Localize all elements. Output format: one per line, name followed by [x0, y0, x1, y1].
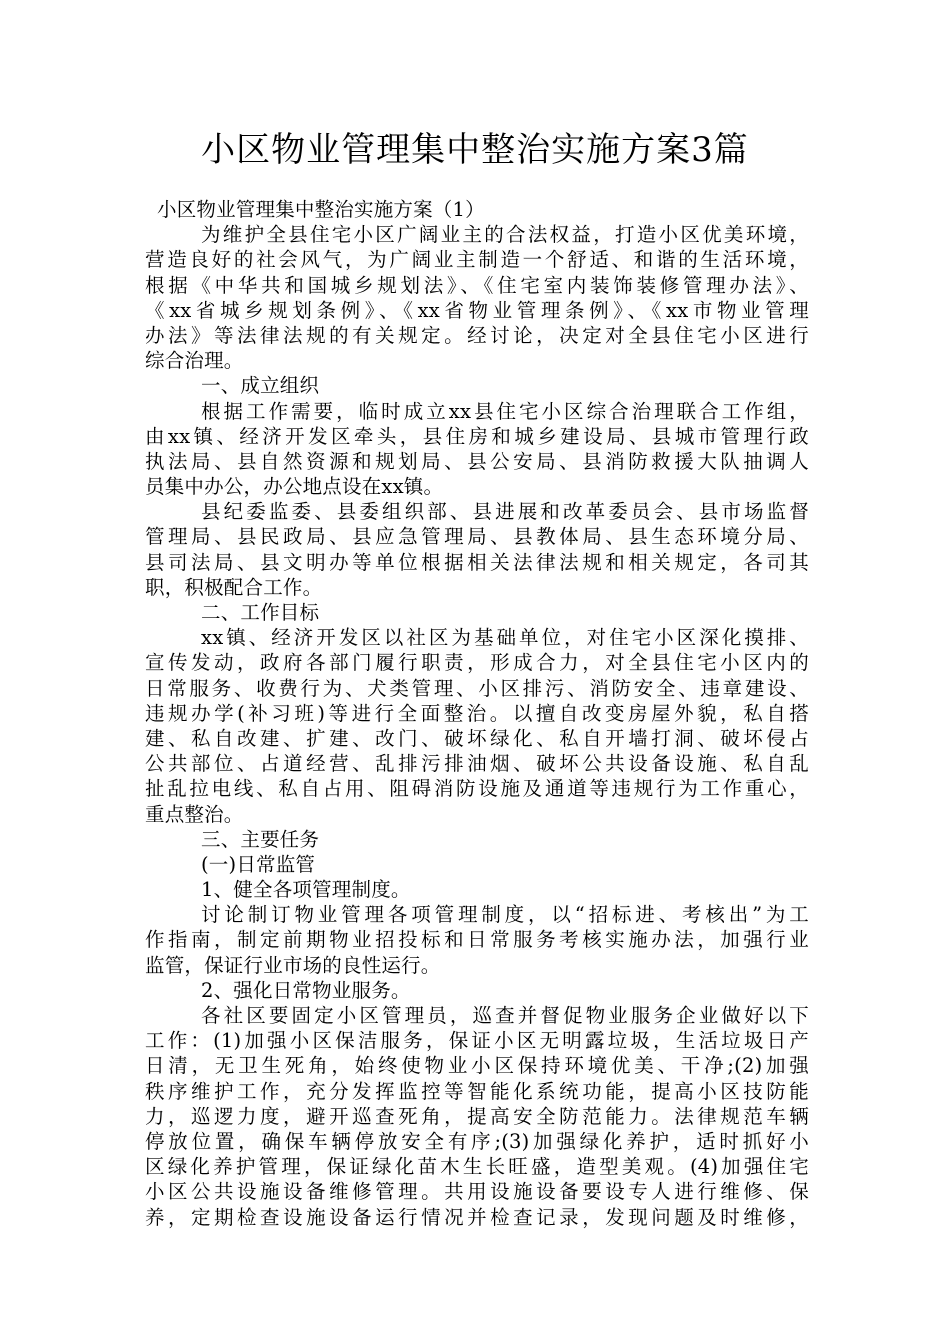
text-line: 重点整治。	[145, 802, 244, 826]
text-line: 营造良好的社会风气，为广阔业主制造一个舒适、和谐的生活环境，	[145, 248, 809, 272]
text-line: 公共部位、占道经营、乱排污排油烟、破坏公共设备设施、私自乱	[145, 752, 809, 776]
text-line: 职，积极配合工作。	[145, 575, 323, 599]
text-line: 讨论制订物业管理各项管理制度，以“招标进、考核出”为工	[201, 903, 809, 927]
text-line: 日常服务、收费行为、犬类管理、小区排污、消防安全、违章建设、	[145, 676, 809, 700]
text-line: 扯乱拉电线、私自占用、阻碍消防设施及通道等违规行为工作重心，	[145, 777, 809, 801]
text-line: 根据《中华共和国城乡规划法》、《住宅室内装饰装修管理办法》、	[145, 273, 809, 297]
text-line: 监管，保证行业市场的良性运行。	[145, 953, 441, 977]
text-line: 管理局、县民政局、县应急管理局、县教体局、县生态环境分局、	[145, 525, 809, 549]
text-line: 由xx镇、经济开发区牵头，县住房和城乡建设局、县城市管理行政	[145, 424, 809, 448]
text-line: 宣传发动，政府各部门履行职责，形成合力，对全县住宅小区内的	[145, 651, 809, 675]
text-line: 二、工作目标	[201, 601, 320, 624]
text-line: 作指南，制定前期物业招投标和日常服务考核实施办法，加强行业	[145, 928, 809, 952]
text-line: 违规办学(补习班)等进行全面整治。以擅自改变房屋外貌，私自搭	[145, 701, 809, 725]
text-line: 三、主要任务	[201, 827, 320, 851]
text-line: 《xx省城乡规划条例》、《xx省物业管理条例》、《xx市物业管理	[145, 298, 809, 322]
text-line: 2、强化日常物业服务。	[201, 978, 411, 1002]
text-line: 综合治理。	[145, 349, 244, 373]
document-title: 小区物业管理集中整治实施方案3篇	[201, 130, 749, 170]
text-line: 区绿化养护管理，保证绿化苗木生长旺盛，造型美观。(4)加强住宅	[145, 1155, 809, 1179]
text-line: 县司法局、县文明办等单位根据相关法律法规和相关规定，各司其	[145, 550, 809, 574]
text-line: 办法》等法律法规的有关规定。经讨论，决定对全县住宅小区进行	[145, 323, 809, 347]
text-line: 停放位置，确保车辆停放安全有序;(3)加强绿化养护，适时抓好小	[145, 1129, 809, 1153]
text-line: 建、私自改建、扩建、改门、破坏绿化、私自开墙打洞、破坏侵占	[145, 726, 809, 750]
text-line: 1、健全各项管理制度。	[201, 878, 411, 902]
text-line: 一、成立组织	[201, 374, 320, 398]
text-line: 力，巡逻力度，避开巡查死角，提高安全防范能力。法律规范车辆	[145, 1104, 809, 1128]
text-line: 为维护全县住宅小区广阔业主的合法权益，打造小区优美环境，	[201, 223, 809, 247]
text-line: 小区公共设施设备维修管理。共用设施设备要设专人进行维修、保	[145, 1180, 809, 1204]
text-line: (一)日常监管	[201, 852, 316, 876]
text-line: 秩序维护工作，充分发挥监控等智能化系统功能，提高小区技防能	[145, 1079, 809, 1103]
text-line: 工作：(1)加强小区保洁服务，保证小区无明露垃圾，生活垃圾日产	[145, 1029, 809, 1053]
text-line: 各社区要固定小区管理员，巡查并督促物业服务企业做好以下	[201, 1004, 809, 1027]
text-line: 执法局、县自然资源和规划局、县公安局、县消防救援大队抽调人	[145, 449, 809, 473]
text-line: 养，定期检查设施设备运行情况并检查记录，发现问题及时维修，	[145, 1205, 809, 1229]
text-line: 县纪委监委、县委组织部、县进展和改革委员会、县市场监督	[201, 500, 809, 524]
text-line: 小区物业管理集中整治实施方案（1）	[157, 198, 485, 221]
text-line: 根据工作需要，临时成立xx县住宅小区综合治理联合工作组，	[201, 399, 809, 423]
text-line: 日清，无卫生死角，始终使物业小区保持环境优美、干净;(2)加强	[145, 1054, 809, 1078]
text-line: 员集中办公，办公地点设在xx镇。	[145, 475, 444, 499]
document-body	[145, 197, 809, 1230]
text-line: xx镇、经济开发区以社区为基础单位，对住宅小区深化摸排、	[201, 626, 809, 650]
